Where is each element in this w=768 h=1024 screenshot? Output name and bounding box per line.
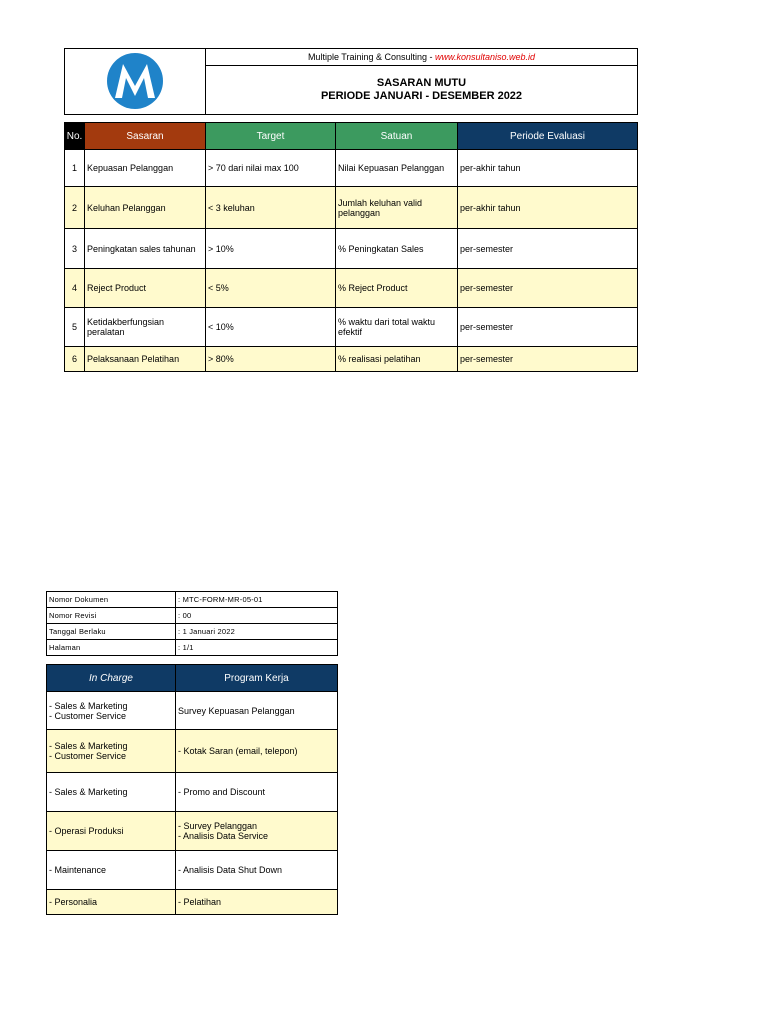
row-no: 4: [65, 269, 85, 308]
row-in-charge: - Sales & Marketing - Customer Service: [47, 730, 176, 773]
doc-info-row: [47, 592, 338, 608]
logo-cell: [65, 49, 206, 115]
doc-info-row: [47, 624, 338, 640]
doc-info-value: : 1/1: [176, 640, 338, 656]
row-no: 1: [65, 150, 85, 187]
table-row: [65, 229, 638, 269]
row-periode: per-semester: [458, 347, 638, 372]
row-in-charge: - Personalia: [47, 890, 176, 915]
row-in-charge: - Sales & Marketing: [47, 773, 176, 812]
row-periode: per-semester: [458, 229, 638, 269]
table-header-row: [47, 665, 338, 692]
row-sasaran: Ketidakberfungsian peralatan: [85, 308, 206, 347]
row-target: > 10%: [206, 229, 336, 269]
row-program: Survey Kepuasan Pelanggan: [176, 692, 338, 730]
doc-info-value: : MTC-FORM-MR-05-01: [176, 592, 338, 608]
header-program-kerja: Program Kerja: [176, 665, 338, 692]
row-satuan: Jumlah keluhan valid pelanggan: [336, 187, 458, 229]
table-row: [47, 812, 338, 851]
title-line-1: SASARAN MUTU: [376, 77, 467, 89]
doc-info-row: [47, 640, 338, 656]
row-satuan: % realisasi pelatihan: [336, 347, 458, 372]
row-satuan: % Peningkatan Sales: [336, 229, 458, 269]
row-no: 3: [65, 229, 85, 269]
row-sasaran: Keluhan Pelanggan: [85, 187, 206, 229]
table-row: [47, 692, 338, 730]
row-target: < 3 keluhan: [206, 187, 336, 229]
row-sasaran: Reject Product: [85, 269, 206, 308]
row-periode: per-semester: [458, 308, 638, 347]
company-logo-icon: [103, 52, 167, 110]
document-header: [64, 48, 638, 115]
table-row: [65, 347, 638, 372]
document-info-table: [46, 591, 338, 656]
doc-info-label: Tanggal Berlaku: [47, 624, 176, 640]
row-target: > 80%: [206, 347, 336, 372]
table-row: [65, 187, 638, 229]
row-in-charge: - Maintenance: [47, 851, 176, 890]
row-target: < 10%: [206, 308, 336, 347]
table-row: [47, 773, 338, 812]
table-header-row: [65, 123, 638, 150]
row-no: 2: [65, 187, 85, 229]
row-satuan: % Reject Product: [336, 269, 458, 308]
row-in-charge: - Sales & Marketing - Customer Service: [47, 692, 176, 730]
row-target: < 5%: [206, 269, 336, 308]
row-program: - Kotak Saran (email, telepon): [176, 730, 338, 773]
row-periode: per-akhir tahun: [458, 187, 638, 229]
row-no: 6: [65, 347, 85, 372]
header-periode-evaluasi: Periode Evaluasi: [458, 123, 638, 150]
header-no: No.: [65, 123, 85, 150]
row-satuan: % waktu dari total waktu efektif: [336, 308, 458, 347]
work-program-table: [46, 664, 338, 915]
row-program: - Promo and Discount: [176, 773, 338, 812]
row-sasaran: Pelaksanaan Pelatihan: [85, 347, 206, 372]
row-no: 5: [65, 308, 85, 347]
table-row: [65, 150, 638, 187]
table-row: [65, 269, 638, 308]
row-satuan: Nilai Kepuasan Pelanggan: [336, 150, 458, 187]
company-url-link[interactable]: www.konsultaniso.web.id: [435, 52, 536, 62]
table-row: [47, 730, 338, 773]
row-sasaran: Kepuasan Pelanggan: [85, 150, 206, 187]
header-target: Target: [206, 123, 336, 150]
header-satuan: Satuan: [336, 123, 458, 150]
company-line: [206, 49, 638, 66]
doc-info-label: Nomor Dokumen: [47, 592, 176, 608]
table-row: [47, 890, 338, 915]
table-row: [47, 851, 338, 890]
row-program: - Pelatihan: [176, 890, 338, 915]
doc-info-row: [47, 608, 338, 624]
document-title: [206, 66, 638, 115]
company-name: Multiple Training & Consulting -: [307, 52, 435, 62]
doc-info-label: Nomor Revisi: [47, 608, 176, 624]
doc-info-label: Halaman: [47, 640, 176, 656]
quality-objectives-table: [64, 122, 638, 372]
row-program: - Analisis Data Shut Down: [176, 851, 338, 890]
doc-info-value: : 1 Januari 2022: [176, 624, 338, 640]
table-row: [65, 308, 638, 347]
row-sasaran: Peningkatan sales tahunan: [85, 229, 206, 269]
row-in-charge: - Operasi Produksi: [47, 812, 176, 851]
doc-info-value: : 00: [176, 608, 338, 624]
row-target: > 70 dari nilai max 100: [206, 150, 336, 187]
row-periode: per-semester: [458, 269, 638, 308]
row-program: - Survey Pelanggan - Analisis Data Service: [176, 812, 338, 851]
header-sasaran: Sasaran: [85, 123, 206, 150]
title-line-2: PERIODE JANUARI - DESEMBER 2022: [320, 90, 523, 102]
row-periode: per-akhir tahun: [458, 150, 638, 187]
header-in-charge: In Charge: [47, 665, 176, 692]
